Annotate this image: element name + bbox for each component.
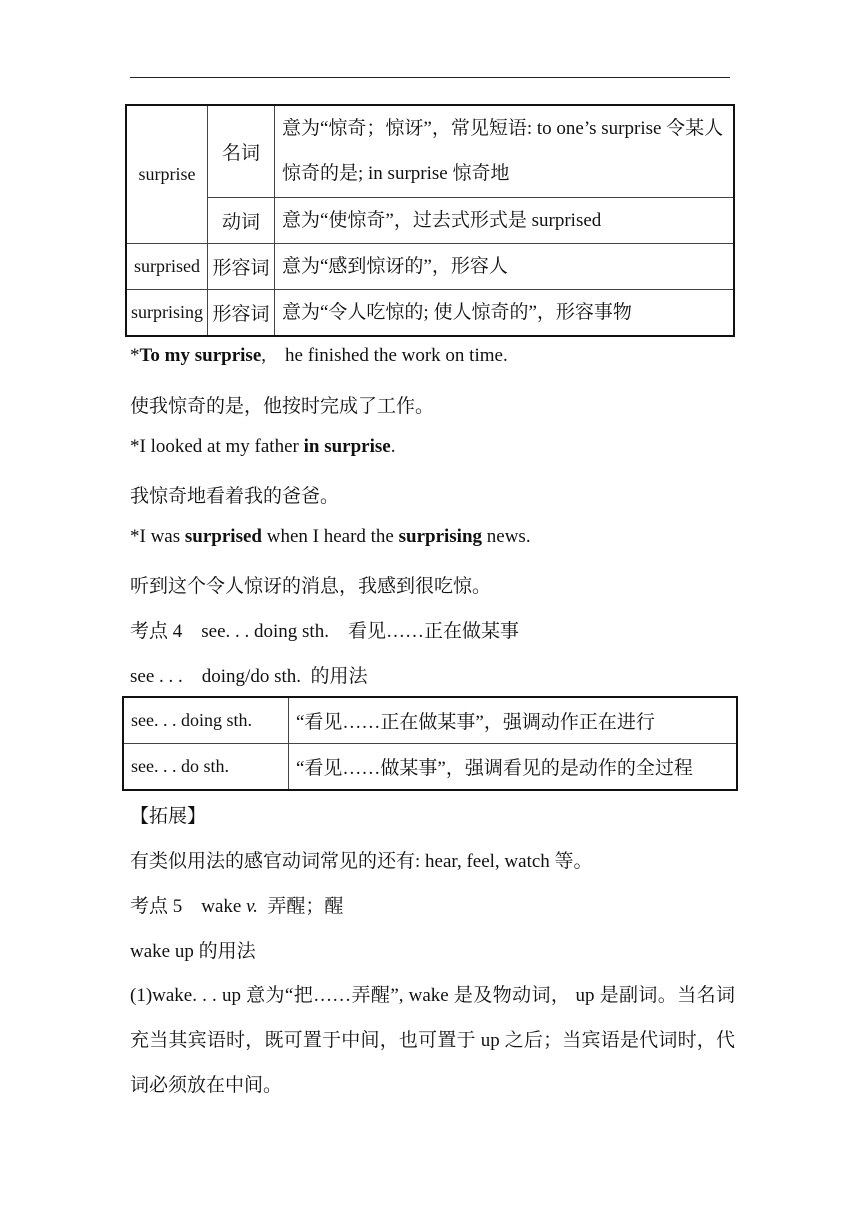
word-cell: surprise [126,105,208,243]
example-2-cn: 我惊奇地看着我的爸爸。 [130,486,340,507]
example-1-cn: 使我惊奇的是，他按时完成了工作。 [130,396,435,417]
surprise-word-table [125,104,735,337]
desc-cell: 意为“惊奇；惊讶”，常见短语: to one’s surprise 令某人惊奇的是; in surprise 惊奇地 [275,105,735,197]
example-1-en: *To my surprise, he finished the work on time. [130,345,508,366]
point-5-paragraph: (1)wake. . . up 意为“把……弄醒”, wake 是及物动词， up 是副词。当名词充当其宾语时，既可置于中间，也可置于 up 之后；当宾语是代词时，代词必须放在中间。 [130,985,735,1096]
desc-cell: 意为“感到惊讶的”，形容人 [275,243,735,289]
header-rule [130,77,730,78]
desc-cell: 意为“使惊奇”，过去式形式是 surprised [275,197,735,243]
pattern-cell: see. . . doing sth. [123,697,289,744]
point-4-usage: see . . . doing/do sth. 的用法 [130,666,368,687]
desc-cell: 意为“令人吃惊的; 使人惊奇的”，形容事物 [275,289,735,336]
word-cell: surprised [126,243,208,289]
meaning-cell: “看见……正在做某事”，强调动作正在进行 [289,697,738,744]
example-3-cn: 听到这个令人惊讶的消息，我感到很吃惊。 [130,576,492,597]
extension-label: 【拓展】 [130,806,207,827]
extension-text: 有类似用法的感官动词常见的还有: hear, feel, watch 等。 [130,851,593,872]
pattern-cell: see. . . do sth. [123,744,289,791]
pos-cell: 形容词 [208,289,275,336]
word-cell: surprising [126,289,208,336]
point-5-usage: wake up 的用法 [130,941,256,962]
pos-cell: 动词 [208,197,275,243]
point-5-heading: 考点 5 wake v. 弄醒；醒 [130,896,344,917]
pos-cell: 名词 [208,105,275,197]
see-usage-table [122,696,738,791]
example-2-en: *I looked at my father in surprise. [130,436,396,457]
meaning-cell: “看见……做某事”，强调看见的是动作的全过程 [289,744,738,791]
point-4-heading: 考点 4 see. . . doing sth. 看见……正在做某事 [130,621,519,642]
pos-cell: 形容词 [208,243,275,289]
example-3-en: *I was surprised when I heard the surprising news. [130,526,531,547]
